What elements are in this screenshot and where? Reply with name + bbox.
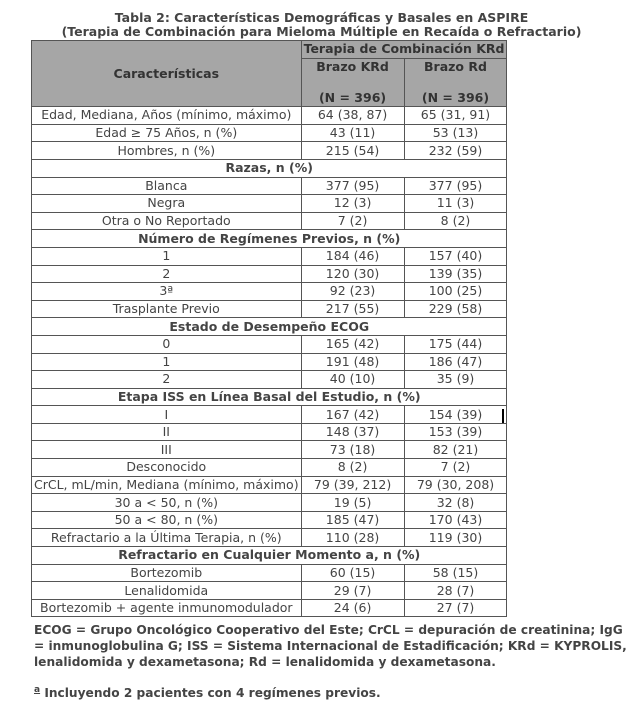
rd-value: 170 (43) [404,511,507,529]
table-row [32,582,507,600]
section-label: Etapa ISS en Línea Basal del Estudio, n (%) [32,388,507,406]
row-label: 1 [32,353,302,371]
section-label: Razas, n (%) [32,159,507,177]
krd-value: 165 (42) [301,335,404,353]
section-row [32,159,507,177]
rd-value: 32 (8) [404,494,507,512]
table-row [32,300,507,318]
table-row [32,195,507,213]
rd-value: 53 (13) [404,124,507,142]
row-label: 50 a < 80, n (%) [32,511,302,529]
table-row [32,283,507,301]
row-label: Bortezomib + agente inmunomodulador [32,599,302,617]
row-label: II [32,423,302,441]
table-row [32,212,507,230]
table-row [32,247,507,265]
rd-value: 8 (2) [404,212,507,230]
footnote-a [34,682,634,701]
row-label: Hombres, n (%) [32,142,302,160]
section-label: Refractario en Cualquier Momento a, n (%) [32,547,507,565]
row-label: 0 [32,335,302,353]
table-body [32,107,507,617]
rd-value: 175 (44) [404,335,507,353]
table-row [32,265,507,283]
section-label: Número de Regímenes Previos, n (%) [32,230,507,248]
krd-value: 184 (46) [301,247,404,265]
krd-value: 60 (15) [301,564,404,582]
table-row [32,124,507,142]
section-row [32,547,507,565]
table-row [32,564,507,582]
table-row [32,441,507,459]
footnote-a-marker: a [34,685,41,695]
krd-value: 92 (23) [301,283,404,301]
row-label: III [32,441,302,459]
row-label: 30 a < 50, n (%) [32,494,302,512]
krd-value: 191 (48) [301,353,404,371]
demographics-table [31,40,507,617]
krd-value: 215 (54) [301,142,404,160]
rd-value: 229 (58) [404,300,507,318]
rd-value: 11 (3) [404,195,507,213]
row-label: 3ª [32,283,302,301]
row-label: Desconocido [32,459,302,477]
krd-value: 7 (2) [301,212,404,230]
rd-value: 377 (95) [404,177,507,195]
krd-therapy-header: Terapia de Combinación KRd [301,41,507,59]
krd-value: 64 (38, 87) [301,107,404,125]
section-row [32,388,507,406]
krd-value: 43 (11) [301,124,404,142]
row-label: 1 [32,247,302,265]
table-row [32,371,507,389]
rd-value: 82 (21) [404,441,507,459]
rd-value: 79 (30, 208) [404,476,507,494]
arm-krd-n: (N = 396) [301,90,404,107]
row-label: Bortezomib [32,564,302,582]
krd-value: 167 (42) [301,406,404,424]
krd-value: 40 (10) [301,371,404,389]
rd-value: 65 (31, 91) [404,107,507,125]
table-title: Tabla 2: Características Demográficas y Basales en ASPIRE [114,10,529,25]
rd-value: 154 (39) [404,406,507,424]
abbreviations-footnote: ECOG = Grupo Oncológico Cooperativo del Este; CrCL = depuración de creatinina; IgG = inmunoglobulina G; ISS = Sistema Internacional de Estadificación; KRd = KYPROLIS, lenalidomida y dexametasona; Rd = lenalidomida y dexametasona. [34,623,627,669]
section-row [32,230,507,248]
table-row [32,511,507,529]
krd-value: 110 (28) [301,529,404,547]
row-label: 2 [32,265,302,283]
row-label: Blanca [32,177,302,195]
krd-value: 148 (37) [301,423,404,441]
table-row [32,599,507,617]
rd-value: 35 (9) [404,371,507,389]
krd-value: 12 (3) [301,195,404,213]
table-row [32,107,507,125]
arm-rd-header: Brazo Rd [404,58,507,90]
row-label: Trasplante Previo [32,300,302,318]
row-label: Otra o No Reportado [32,212,302,230]
table-row [32,494,507,512]
krd-value: 377 (95) [301,177,404,195]
rd-value: 153 (39) [404,423,507,441]
krd-value: 19 (5) [301,494,404,512]
footnote-a-text: Incluyendo 2 pacientes con 4 regímenes previos. [40,686,381,701]
arm-krd-header: Brazo KRd [301,58,404,90]
table-row [32,142,507,160]
section-row [32,318,507,336]
rd-value: 27 (7) [404,599,507,617]
rd-value: 119 (30) [404,529,507,547]
table-row [32,476,507,494]
row-label: 2 [32,371,302,389]
rd-value: 186 (47) [404,353,507,371]
rd-value: 58 (15) [404,564,507,582]
rd-value: 100 (25) [404,283,507,301]
rd-value: 28 (7) [404,582,507,600]
row-label: Negra [32,195,302,213]
krd-value: 29 (7) [301,582,404,600]
table-row [32,529,507,547]
rd-value: 157 (40) [404,247,507,265]
krd-value: 185 (47) [301,511,404,529]
characteristics-header: Características [32,41,302,107]
text-cursor [502,409,504,423]
row-label: I [32,406,302,424]
table-subtitle: (Terapia de Combinación para Mieloma Múltiple en Recaída o Refractario) [61,24,582,39]
table-row [32,177,507,195]
row-label: Edad ≥ 75 Años, n (%) [32,124,302,142]
arm-rd-n: (N = 396) [404,90,507,107]
row-label: CrCL, mL/min, Mediana (mínimo, máximo) [32,476,302,494]
rd-value: 7 (2) [404,459,507,477]
table-row [32,459,507,477]
rd-value: 139 (35) [404,265,507,283]
table-row [32,423,507,441]
krd-value: 217 (55) [301,300,404,318]
row-label: Refractario a la Última Terapia, n (%) [32,529,302,547]
krd-value: 24 (6) [301,599,404,617]
section-label: Estado de Desempeño ECOG [32,318,507,336]
krd-value: 79 (39, 212) [301,476,404,494]
table-row [32,406,507,424]
krd-value: 8 (2) [301,459,404,477]
krd-value: 120 (30) [301,265,404,283]
krd-value: 73 (18) [301,441,404,459]
row-label: Lenalidomida [32,582,302,600]
row-label: Edad, Mediana, Años (mínimo, máximo) [32,107,302,125]
table-row [32,353,507,371]
rd-value: 232 (59) [404,142,507,160]
table-row [32,335,507,353]
